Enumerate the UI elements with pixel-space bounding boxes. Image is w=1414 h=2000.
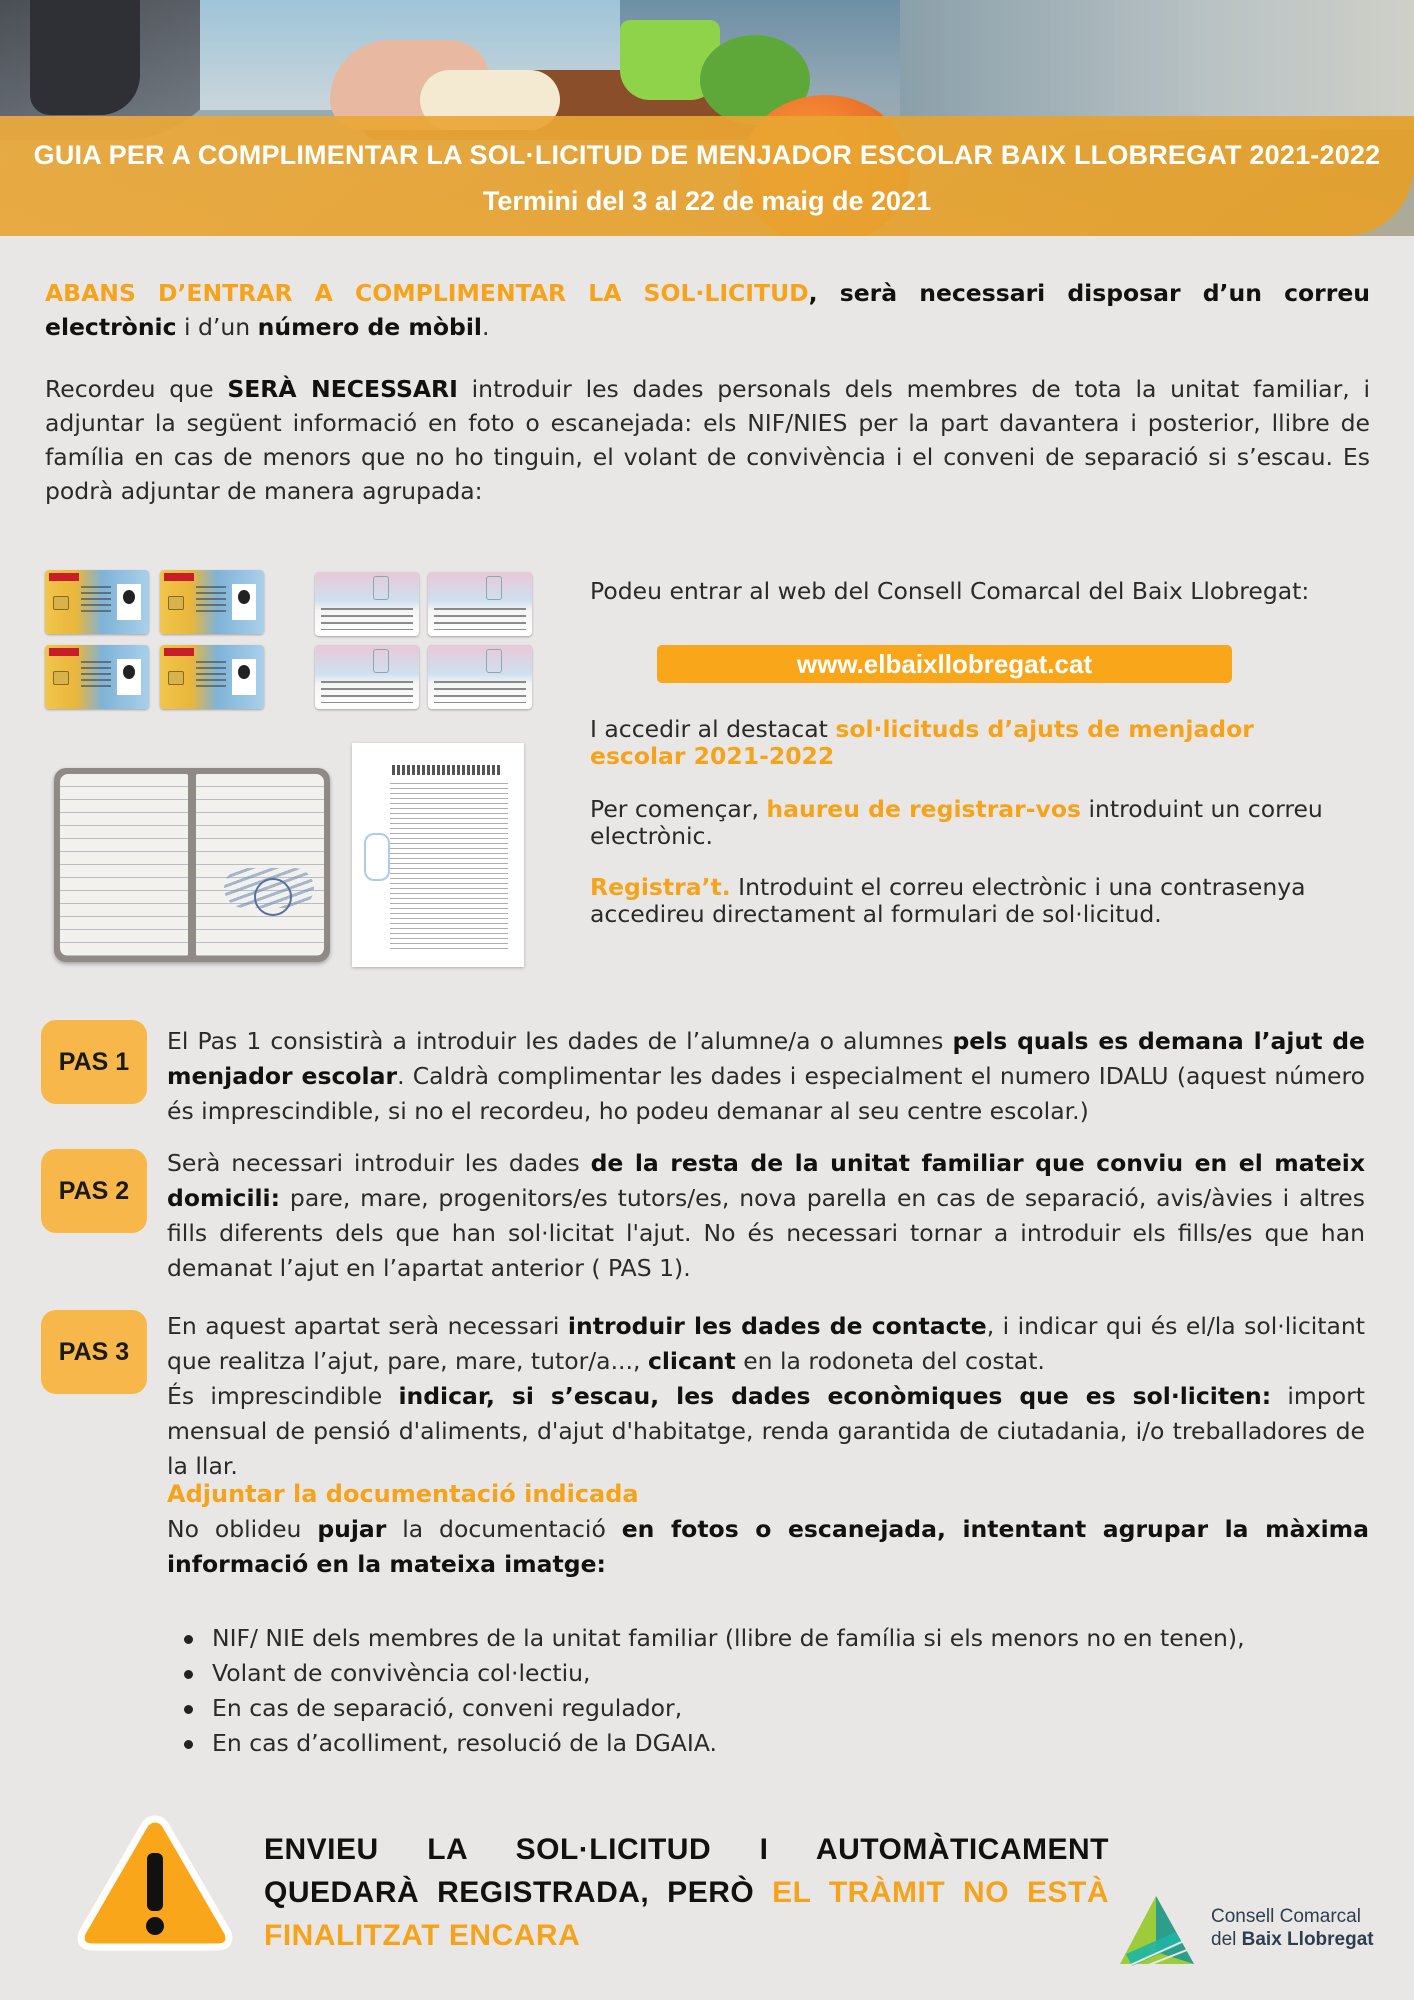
document-letter-image — [352, 743, 524, 967]
logo-text-line-2 — [1211, 1929, 1374, 1951]
id-card-front — [160, 570, 264, 634]
logo-text-bold: Baix Llobregat — [1241, 1929, 1374, 1950]
id-card-front — [45, 645, 149, 709]
logo-text: del — [1211, 1929, 1242, 1950]
id-card-front — [45, 570, 149, 634]
step-text: import mensual de pensió d'aliments, d'ajut d'habitatge, renda garantida de ciutadania, i/o treballadores de la llar. — [167, 1382, 1365, 1480]
web-intro: Podeu entrar al web del Consell Comarcal del Baix Llobregat: — [590, 577, 1310, 605]
attach-text — [167, 1512, 1369, 1582]
step-bold: de la resta de la unitat familiar que conviu en el mateix domicili: — [167, 1149, 1365, 1212]
intro-email: correu electrònic — [45, 279, 1370, 341]
web-registrat-text — [590, 874, 1350, 928]
step-2-text — [167, 1146, 1365, 1286]
web-text: Per començar, — [590, 795, 767, 823]
step-text: en la rodoneta del costat. — [735, 1347, 1045, 1375]
step-bold: pels quals es demana l’ajut de menjador escolar — [167, 1027, 1365, 1090]
step-text: . Caldrà complimentar les dades i especialment el numero IDALU (aquest número és imprescindible, si no el recordeu, ho podeu demanar al seu centre escolar.) — [167, 1062, 1365, 1125]
family-book-image — [54, 768, 330, 962]
attach-bold: pujar — [317, 1515, 387, 1543]
step-1-text — [167, 1024, 1365, 1129]
web-access-text — [590, 716, 1350, 770]
attach-plain: la documentació — [386, 1515, 622, 1543]
featured-link[interactable]: sol·licituds d’ajuts de menjador escolar 2021-2022 — [590, 715, 1254, 770]
step-text: El Pas 1 consistirà a introduir les dades de l’alumne/a o alumnes — [167, 1027, 953, 1055]
web-text: Introduint el correu electrònic i una contrasenya accedireu directament al formulari de sol·licitud. — [590, 873, 1306, 928]
attach-title: Adjuntar la documentació indicada — [167, 1480, 639, 1508]
step-2-badge: PAS 2 — [41, 1149, 147, 1233]
final-notice-text: ENVIEU LA SOL·LICITUD I AUTOMÀTICAMENT QUEDARÀ REGISTRADA, PERÒ — [264, 1833, 1109, 1909]
intro-text: i d’un — [176, 313, 258, 341]
final-notice-highlight: EL TRÀMIT NO ESTÀ FINALITZAT ENCARA — [264, 1876, 1109, 1952]
intro-text: . — [481, 313, 490, 341]
id-card-back — [315, 645, 419, 709]
attach-bold: en fotos o escanejada, intentant agrupar la màxima informació en la mateixa imatge: — [167, 1515, 1370, 1578]
attach-list — [172, 1621, 1245, 1761]
intro-text: , serà necessari disposar d’un — [808, 279, 1285, 307]
step-3-economic-text — [167, 1379, 1365, 1484]
list-item: En cas de separació, conveni regulador, — [172, 1691, 1245, 1726]
id-card-back — [428, 645, 532, 709]
step-1-badge: PAS 1 — [41, 1020, 147, 1104]
header-photo-bag — [30, 0, 140, 115]
step-bold: introduir les dades de contacte — [567, 1312, 987, 1340]
header-banner — [0, 0, 1414, 236]
intro-paragraph-2 — [45, 372, 1370, 508]
web-text: introduint un correu electrònic. — [590, 795, 1323, 850]
header-title-band — [0, 116, 1414, 236]
registrat-label: Registra’t. — [590, 873, 731, 901]
step-3-text — [167, 1309, 1365, 1379]
intro-mobile: número de mòbil — [257, 313, 482, 341]
step-text: , i indicar qui és el/la sol·licitant que realitza l’ajut, pare, mare, tutor/a..., — [167, 1312, 1365, 1375]
list-item: Volant de convivència col·lectiu, — [172, 1656, 1245, 1691]
step-text: En aquest apartat serà necessari — [167, 1312, 568, 1340]
intro-paragraph-1 — [45, 276, 1370, 344]
header-photo-bg — [900, 0, 1414, 130]
register-highlight: haureu de registrar-vos — [766, 795, 1081, 823]
list-item: NIF/ NIE dels membres de la unitat familiar (llibre de família si els menors no en tenen), — [172, 1621, 1245, 1656]
step-text: Serà necessari introduir les dades — [167, 1149, 591, 1177]
logo-text-line-1: Consell Comarcal — [1211, 1906, 1361, 1927]
list-item: En cas d’acolliment, resolució de la DGAIA. — [172, 1726, 1245, 1761]
web-register-text — [590, 796, 1350, 850]
intro-lead: ABANS D’ENTRAR A COMPLIMENTAR LA SOL·LICITUD — [45, 279, 809, 307]
step-3-badge: PAS 3 — [41, 1310, 147, 1394]
intro-text: introduir les dades personals dels membres de tota la unitat familiar, i adjuntar la següent informació en foto o escanejada: els NIF/NIES per la part davantera i posterior, llibre de família en cas de menors que no ho tinguin, el volant de convivència i el conveni de separació si s’escau. Es podrà adjuntar de manera agrupada: — [45, 375, 1370, 505]
step-text: És imprescindible — [167, 1382, 399, 1410]
website-link-button[interactable]: www.elbaixllobregat.cat — [657, 645, 1232, 683]
attach-plain: No oblideu — [167, 1515, 318, 1543]
web-text: I accedir al destacat — [590, 715, 836, 743]
warning-icon — [76, 1813, 234, 1953]
id-card-front — [160, 645, 264, 709]
consell-comarcal-logo-icon — [1116, 1892, 1198, 1972]
final-notice — [264, 1828, 1109, 1957]
id-card-back — [315, 572, 419, 636]
intro-required: SERÀ NECESSARI — [227, 375, 458, 403]
intro-text: Recordeu que — [45, 375, 228, 403]
step-bold: indicar, si s’escau, les dades econòmiques que es sol·liciten: — [398, 1382, 1272, 1410]
id-card-back — [428, 572, 532, 636]
page-title: GUIA PER A COMPLIMENTAR LA SOL·LICITUD DE MENJADOR ESCOLAR BAIX LLOBREGAT 2021-2022 — [33, 140, 1381, 170]
step-bold: clicant — [647, 1347, 736, 1375]
step-text: pare, mare, progenitors/es tutors/es, nova parella en cas de separació, avis/àvies i altres fills diferents dels que han sol·licitat l'ajut. No és necessari tornar a introduir els fills/es que han demanat l’ajut en l’apartat anterior ( PAS 1). — [167, 1184, 1365, 1282]
page-subtitle: Termini del 3 al 22 de maig de 2021 — [482, 186, 932, 216]
